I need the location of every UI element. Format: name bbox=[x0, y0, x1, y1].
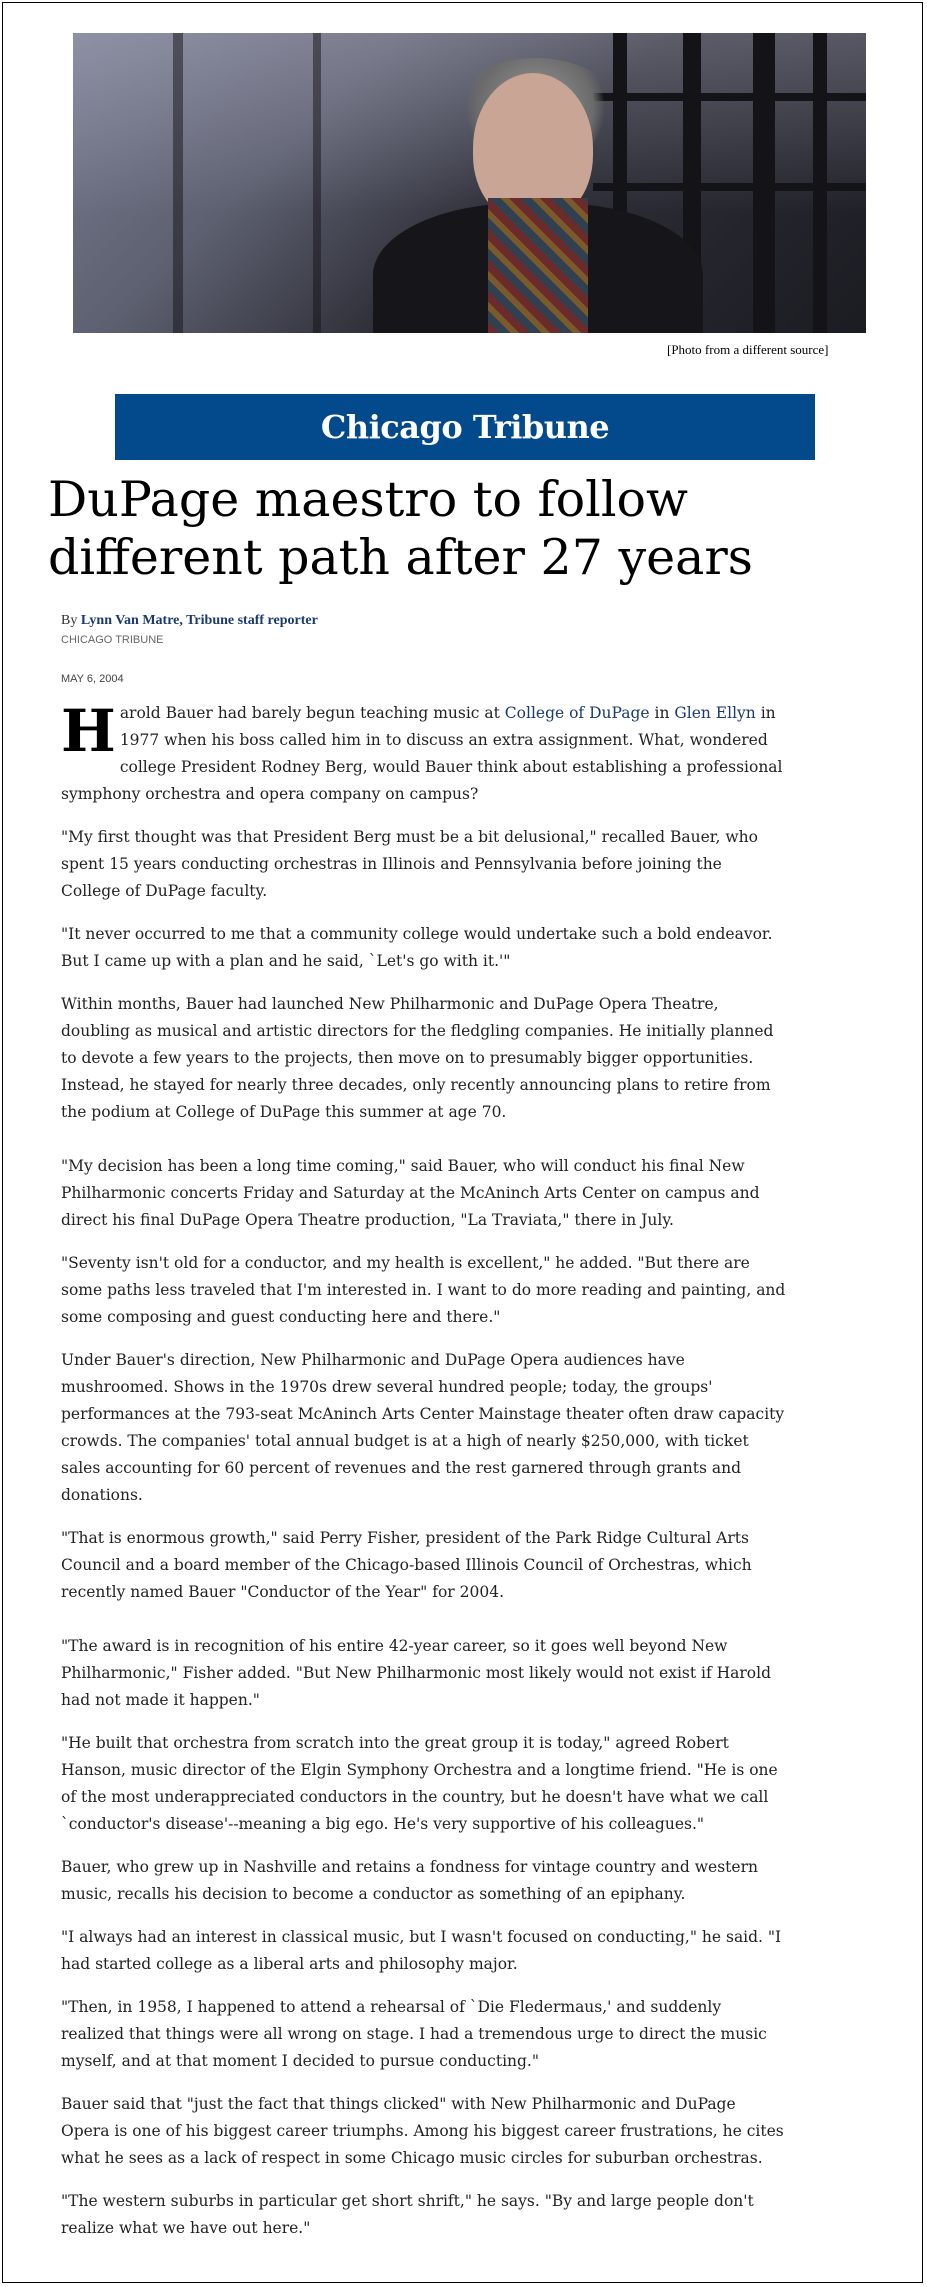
drop-cap: H bbox=[61, 697, 116, 765]
paragraph: "Then, in 1958, I happened to attend a rehearsal of `Die Fledermaus,' and suddenly realized that things were all wrong on stage. I had a tremendous urge to direct the music myself, and at that moment I decided to pursue conducting." bbox=[61, 1998, 767, 2070]
paragraph: Bauer, who grew up in Nashville and retains a fondness for vintage country and western music, recalls his decision to become a conductor as something of an epiphany. bbox=[61, 1858, 758, 1903]
paragraph: "The award is in recognition of his entire 42-year career, so it goes well beyond New Philharmonic," Fisher added. "But New Philharmonic most likely would not exist if Harold had not made it happen." bbox=[61, 1637, 772, 1709]
byline-prefix: By bbox=[61, 613, 81, 628]
paragraph: "I always had an interest in classical music, but I wasn't focused on conducting," he said. "I had started college as a liberal arts and philosophy major. bbox=[61, 1928, 782, 1973]
paragraph: "Seventy isn't old for a conductor, and my health is excellent," he added. "But there are some paths less traveled that I'm interested in. I want to do more reading and painting, and some composing and guest conducting here and there." bbox=[61, 1254, 786, 1326]
masthead-logo: Chicago Tribune bbox=[320, 408, 610, 446]
lead-paragraph: Harold Bauer had barely begun teaching music at College of DuPage in Glen Ellyn in 1977 when his boss called him in to discuss an extra assignment. What, wondered college President Rodney Berg, would Bauer think about establishing a professional symphony orchestra and opera company on campus? bbox=[61, 697, 783, 803]
paragraph: "He built that orchestra from scratch into the great group it is today," agreed Robert Hanson, music director of the Elgin Symphony Orchestra and a longtime friend. "He is one of the most underappreciated conductors in the country, but he doesn't have what we call `conductor's disease'--meaning a big ego. He's very supportive of his colleagues." bbox=[61, 1734, 778, 1833]
source-label: CHICAGO TRIBUNE bbox=[61, 634, 164, 646]
glen-ellyn-link[interactable]: Glen Ellyn bbox=[674, 704, 756, 722]
paragraph: Under Bauer's direction, New Philharmonic and DuPage Opera audiences have mushroomed. Shows in the 1970s drew several hundred people; today, the groups' performances at the 793-seat McAninch Arts Center Mainstage theater often draw capacity crowds. The companies' total annual budget is at a high of nearly $250,000, with ticket sales accounting for 60 percent of revenues and the rest garnered through grants and donations. bbox=[61, 1351, 785, 1504]
paragraph: Bauer said that "just the fact that things clicked" with New Philharmonic and DuPage Opera is one of his biggest career triumphs. Among his biggest career frustrations, he cites what he sees as a lack of respect in some Chicago music circles for suburban orchestras. bbox=[61, 2095, 784, 2167]
college-of-dupage-link[interactable]: College of DuPage bbox=[504, 704, 650, 722]
paragraph: "My first thought was that President Berg must be a bit delusional," recalled Bauer, who spent 15 years conducting orchestras in Illinois and Pennsylvania before joining the College of DuPage faculty. bbox=[61, 828, 758, 900]
publish-date: MAY 6, 2004 bbox=[61, 673, 124, 685]
masthead-banner bbox=[115, 394, 815, 460]
article-body bbox=[61, 697, 786, 2258]
author-link[interactable]: Lynn Van Matre, Tribune staff reporter bbox=[80, 613, 318, 628]
paragraph: "My decision has been a long time coming," said Bauer, who will conduct his final New Philharmonic concerts Friday and Saturday at the McAninch Arts Center on campus and direct his final DuPage Opera Theatre production, "La Traviata," there in July. bbox=[61, 1157, 760, 1229]
paragraph: "It never occurred to me that a community college would undertake such a bold endeavor. But I came up with a plan and he said, `Let's go with it.'" bbox=[61, 925, 773, 970]
conductor-photo bbox=[73, 33, 866, 333]
byline bbox=[61, 613, 318, 629]
page-frame bbox=[2, 2, 923, 2283]
article-headline: DuPage maestro to follow different path after 27 years bbox=[48, 471, 753, 586]
paragraph: "The western suburbs in particular get short shrift," he says. "By and large people don't realize what we have out here." bbox=[61, 2192, 754, 2237]
paragraph: Within months, Bauer had launched New Philharmonic and DuPage Opera Theatre, doubling as musical and artistic directors for the fledgling companies. He initially planned to devote a few years to the projects, then move on to presumably bigger opportunities. Instead, he stayed for nearly three decades, only recently announcing plans to retire from the podium at College of DuPage this summer at age 70. bbox=[61, 995, 774, 1121]
paragraph: "That is enormous growth," said Perry Fisher, president of the Park Ridge Cultural Arts Council and a board member of the Chicago-based Illinois Council of Orchestras, which recently named Bauer "Conductor of the Year" for 2004. bbox=[61, 1529, 752, 1601]
photo-credit: [Photo from a different source] bbox=[667, 342, 829, 357]
